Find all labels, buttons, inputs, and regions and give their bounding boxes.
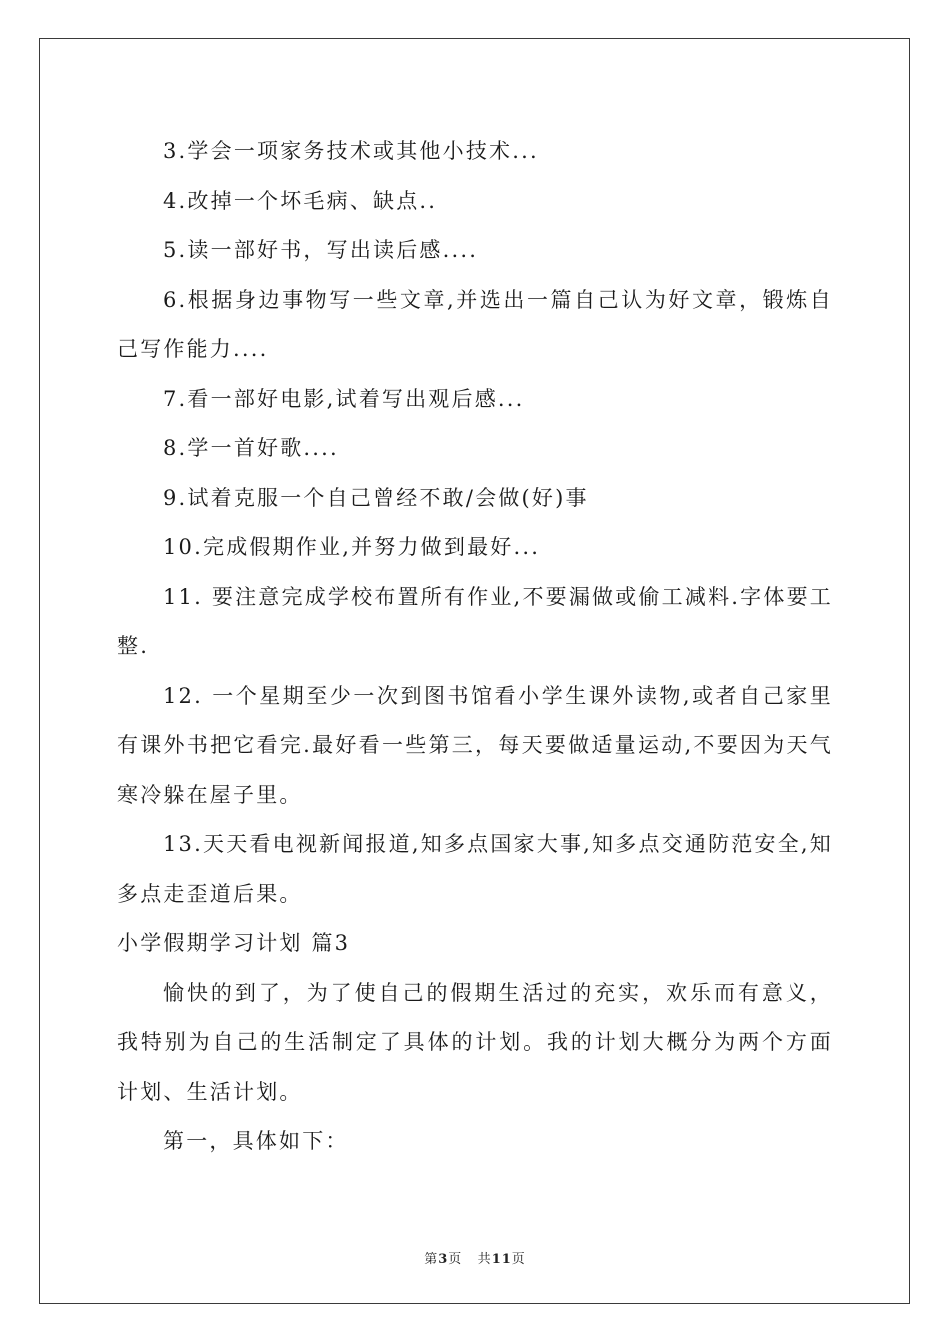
list-item-5: 5.读一部好书，写出读后感.... <box>163 238 479 262</box>
section-paragraph: 愉快的到了，为了使自己的假期生活过的充实，欢乐而有意义，我特别为自己的生活制定了具体的计划。我的计划大概分为两个方面计划、生活计划。 <box>117 980 833 1104</box>
footer-total-suffix: 页 <box>511 1252 526 1267</box>
list-item-6: 6.根据身边事物写一些文章,并选出一篇自己认为好文章，锻炼自己写作能力.... <box>117 287 833 361</box>
footer-total-prefix: 共 <box>477 1252 492 1267</box>
footer-page-suffix: 页 <box>448 1252 463 1267</box>
list-item-11: 11. 要注意完成学校布置所有作业,不要漏做或偷工减料.字体要工整. <box>117 584 833 658</box>
footer-prefix: 第 <box>424 1252 439 1267</box>
page-footer <box>0 1248 950 1267</box>
list-item-12: 12. 一个星期至少一次到图书馆看小学生课外读物,或者自己家里有课外书把它看完.最好看一些第三，每天要做适量运动,不要因为天气寒冷躲在屋子里。 <box>117 683 833 807</box>
list-item-7: 7.看一部好电影,试着写出观后感... <box>163 386 525 411</box>
list-item-9: 9.试着克服一个自己曾经不敢/会做(好)事 <box>163 485 589 510</box>
list-item-13: 13.天天看电视新闻报道,知多点国家大事,知多点交通防范安全,知多点走歪道后果。 <box>117 832 833 906</box>
list-item-4: 4.改掉一个坏毛病、缺点.. <box>163 188 438 213</box>
list-item-10: 10.完成假期作业,并努力做到最好... <box>163 535 541 559</box>
section-heading: 小学假期学习计划 篇3 <box>117 931 351 955</box>
list-item-3: 3.学会一项家务技术或其他小技术... <box>163 139 539 163</box>
document-body <box>117 127 833 1167</box>
list-item-8: 8.学一首好歌.... <box>163 436 339 460</box>
footer-total-pages: 11 <box>491 1252 512 1267</box>
footer-page-number: 3 <box>438 1252 449 1267</box>
section-paragraph: 第一，具体如下： <box>163 1129 349 1153</box>
